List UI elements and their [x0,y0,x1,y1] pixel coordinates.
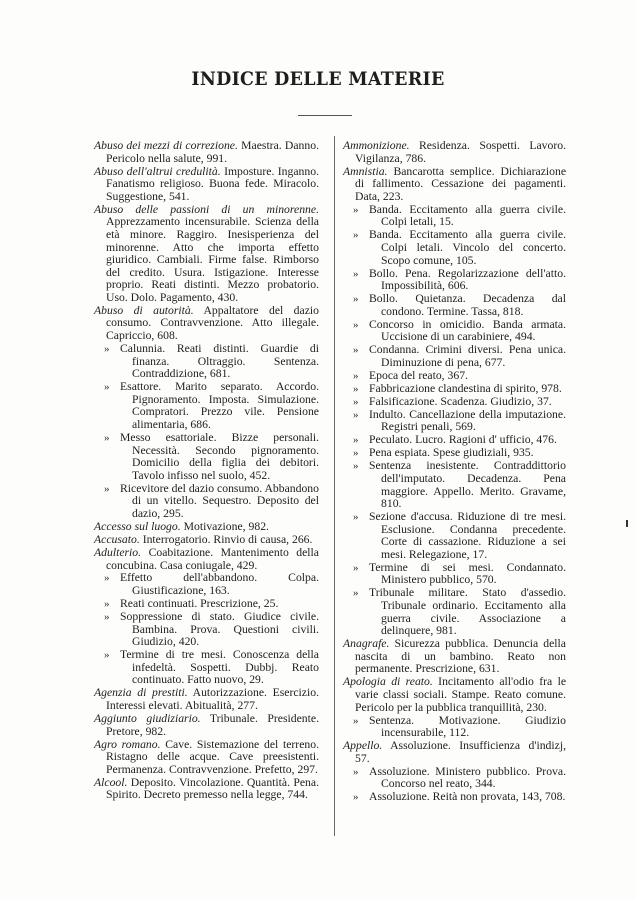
entry-keyword: Abuso dei mezzi di correzione. [94,139,238,152]
index-entry [343,166,566,204]
entry-text: Autorizzazione. Esercizio. Interessi elevati. Abitualità, 277. [106,686,319,712]
index-entry [94,739,319,777]
page-title: INDICE DELLE MATERIE [191,68,445,90]
entry-keyword: Abuso delle passioni di un minorenne. [94,202,319,216]
entry-text: Sezione d'accusa. Riduzione di tre mesi. Esclusione. Condanna precedente. Corte di cassazione. Riduzione a sei mesi. Relegazione, 17. [369,510,566,561]
title-rule [298,115,352,116]
index-entry [94,140,319,165]
continuation-mark: » [353,791,359,804]
continuation-mark: » [353,267,359,280]
entry-text: Epoca del reato, 367. [369,368,468,382]
index-entry [94,521,319,534]
entry-text: Peculato. Lucro. Ragioni d' ufficio, 476. [369,433,557,447]
entry-text: Apprezzamento incensurabile. Scienza della età minore. Raggiro. Inesisperienza del minorenne. Atto che importa effetto giuridico. Cambiali. Firme false. Rimborso del credito. Usura. Istigazione. Interesse proprio. Reati distinti. Mezzo probatorio. Uso. Dolo. Pagamento, 430. [106,215,319,304]
entry-text: Deposito. Vincolazione. Quantità. Pena. Spirito. Decreto premesso nella legge, 744. [106,775,319,802]
entry-text: Esattore. Marito separato. Accordo. Pignoramento. Imposta. Simulazione. Compratori. Prezzo vile. Pensione alimentaria, 686. [120,380,319,432]
continuation-mark: » [353,765,359,778]
entry-keyword: Adulterio. [94,545,142,559]
continuation-mark: » [353,561,359,574]
continuation-mark: » [104,343,110,356]
entry-text: Pena espiata. Spese giudiziali, 935. [369,446,534,460]
index-entry [94,166,319,204]
entry-text: Fabbricazione clandestina di spirito, 978. [369,381,562,395]
entry-text: Termine di tre mesi. Conoscenza della infedeltà. Sospetti. Dubbj. Reato continuato. Fatto nuovo, 29. [120,648,319,687]
index-subentry [94,611,319,649]
index-subentry [343,562,566,587]
index-subentry [343,460,566,510]
index-entry [94,305,319,343]
continuation-mark: » [104,611,110,624]
entry-text: Bancarotta semplice. Dichiarazione di fallimento. Cessazione dei pagamenti. Data, 223. [355,164,567,203]
index-entry [343,740,566,765]
entry-keyword: Accesso sul luogo. [94,519,181,533]
entry-text: Interrogatorio. Rinvio di causa, 266. [142,532,313,546]
entry-text: Sentenza inesistente. Contraddittorio dell'imputato. Decadenza. Pena maggiore. Appello. Merito. Gravame, 810. [369,459,566,511]
continuation-mark: » [104,572,110,585]
index-entry [94,547,319,572]
continuation-mark: » [353,714,359,727]
index-subentry [94,343,319,381]
entry-text: Messo esattoriale. Bizze personali. Necessità. Secondo pignoramento. Domicilio della figlia dei debitori. Tavolo infisso nel suolo, 452. [120,431,319,482]
entry-text: Imposture. Inganno. Fanatismo religioso. Buona fede. Miracolo. Suggestione, 541. [106,164,319,203]
continuation-mark: » [104,482,110,495]
index-subentry [343,766,566,791]
continuation-mark: » [104,598,110,611]
entry-text: Motivazione, 982. [183,519,269,533]
entry-text: Condanna. Crimini diversi. Pena unica. Diminuzione di pena, 677. [369,343,566,369]
index-entry [343,638,566,676]
entry-keyword: Alcool. [94,775,128,789]
entry-keyword: Ammonizione. [343,139,410,152]
entry-keyword: Appello. [343,739,383,753]
continuation-mark: » [353,203,359,216]
index-subentry [343,715,566,740]
entry-text: Sentenza. Motivazione. Giudizio incensurabile, 112. [369,713,566,740]
entry-text: Sicurezza pubblica. Denuncia della nascita di un bambino. Reato non permanente. Prescrizione, 631. [355,637,566,676]
continuation-mark: » [353,395,359,408]
entry-text: Bollo. Quietanza. Decadenza dal condono. Termine. Tassa, 818. [369,292,566,318]
entry-text: Tribunale. Presidente. Pretore, 982. [106,711,319,738]
index-subentry [343,409,566,434]
entry-text: Calunnia. Reati distinti. Guardie di finanza. Oltraggio. Sentenza. Contraddizione, 681. [120,342,319,381]
index-subentry [343,370,566,383]
continuation-mark: » [353,382,359,395]
entry-text: Incitamento all'odio fra le varie classi sociali. Stampe. Reato comune. Pericolo per la pubblica tranquillità, 230. [355,675,567,714]
continuation-mark: » [353,447,359,460]
entry-text: Coabitazione. Mantenimento della concubina. Casa coniugale, 429. [106,545,319,572]
entry-text: Concorso in omicidio. Banda armata. Uccisione di un carabiniere, 494. [369,317,566,344]
index-subentry [343,268,566,293]
index-subentry [94,598,319,611]
entry-keyword: Accusato. [94,532,140,546]
entry-keyword: Abuso dell'altrui credulità. [94,164,221,178]
entry-text: Cave. Sistemazione del terreno. Ristagno delle acque. Cave preesistenti. Permanenza. Contravvenzione. Prefetto, 297. [106,737,319,776]
index-subentry [343,587,566,637]
index-column-left [94,140,319,802]
index-subentry [343,204,566,229]
entry-keyword: Apologia di reato. [343,675,433,689]
entry-text: Termine di sei mesi. Condannato. Ministero pubblico, 570. [369,560,566,587]
entry-text: Assoluzione. Reità non provata, 143, 708. [369,790,566,804]
entry-text: Tribunale militare. Stato d'assedio. Tribunale ordinario. Eccitamento alla guerra civile. Associazione a delinquere, 981. [369,586,566,638]
entry-text: Bollo. Pena. Regolarizzazione dell'atto. Impossibilità, 606. [369,266,566,293]
entry-keyword: Agro romano. [94,737,161,751]
entry-text: Appaltatore del dazio consumo. Contravvenzione. Atto illegale. Capriccio, 608. [106,303,319,343]
index-subentry [343,434,566,447]
entry-text: Reati continuati. Prescrizione, 25. [120,597,279,611]
index-subentry [343,293,566,318]
entry-text: Ricevitore del dazio consumo. Abbandono di un vitello. Sequestro. Deposito del dazio, 295. [120,481,319,520]
index-entry [94,534,319,547]
continuation-mark: » [353,229,359,242]
index-entry [94,204,319,305]
index-subentry [94,649,319,687]
column-divider [334,136,335,836]
entry-text: Effetto dell'abbandono. Colpa. Giustificazione, 163. [120,571,319,598]
continuation-mark: » [353,587,359,600]
entry-text: Falsificazione. Scadenza. Giudizio, 37. [369,394,552,408]
index-entry [343,676,566,714]
entry-text: Residenza. Sospetti. Lavoro. Vigilanza, 786. [355,139,567,165]
index-column-right [343,140,566,804]
index-subentry [343,511,566,561]
index-subentry [343,791,566,804]
index-entry [94,713,319,738]
index-entry [343,140,566,165]
entry-keyword: Agenzia di prestiti. [94,686,188,700]
index-subentry [343,383,566,396]
index-subentry [94,381,319,431]
continuation-mark: » [353,344,359,357]
index-subentry [343,319,566,344]
margin-mark [626,520,628,527]
entry-text: Assoluzione. Ministero pubblico. Prova. Concorso nel reato, 344. [369,764,566,791]
continuation-mark: » [353,369,359,382]
continuation-mark: » [104,649,110,662]
index-subentry [94,432,319,482]
index-entry [94,777,319,802]
entry-keyword: Aggiunto giudiziario. [94,711,201,725]
index-subentry [343,229,566,267]
entry-text: Indulto. Cancellazione della imputazione. Registri penali, 569. [369,407,566,434]
continuation-mark: » [104,381,110,394]
index-subentry [343,447,566,460]
index-entry [94,687,319,712]
continuation-mark: » [353,434,359,447]
entry-text: Soppressione di stato. Giudice civile. Bambina. Prova. Questioni civili. Giudizio, 420. [120,610,319,649]
entry-text: Banda. Eccitamento alla guerra civile. Colpi letali, 15. [369,202,566,229]
continuation-mark: » [353,293,359,306]
entry-text: Banda. Eccitamento alla guerra civile. Colpi letali. Vincolo del concerto. Scopo comune, 105. [369,228,566,267]
continuation-mark: » [104,432,110,444]
entry-keyword: Anagrafe. [343,637,390,651]
continuation-mark: » [353,408,359,421]
entry-text: Assoluzione. Insufficienza d'indizj, 57. [355,739,567,765]
continuation-mark: » [353,511,359,524]
index-subentry [94,572,319,597]
entry-keyword: Abuso di autorità. [94,303,194,317]
index-subentry [343,396,566,409]
index-subentry [343,344,566,369]
continuation-mark: » [353,318,359,331]
continuation-mark: » [353,460,359,473]
entry-keyword: Amnistia. [343,164,388,178]
index-subentry [94,483,319,521]
entry-text: Maestra. Danno. Pericolo nella salute, 991. [106,139,319,165]
